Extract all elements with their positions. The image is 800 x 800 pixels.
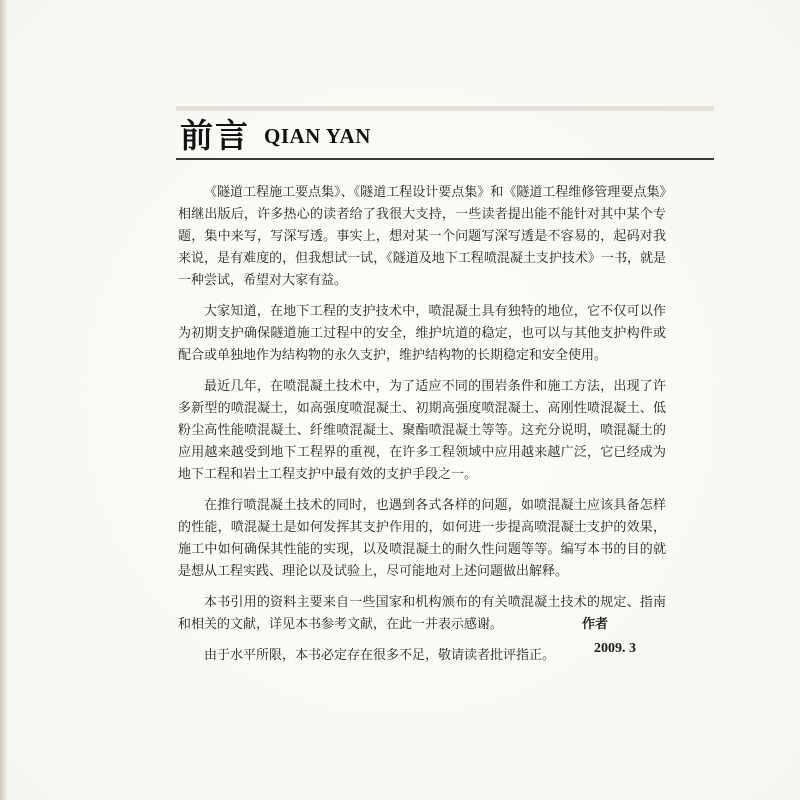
heading-title-cn: 前言 [180, 116, 250, 155]
paragraph: 大家知道，在地下工程的支护技术中，喷混凝土具有独特的地位，它不仅可以作为初期支护确保隧道施工过程中的安全，维护坑道的稳定，也可以与其他支护构件或配合或单独地作为结构物的永久支护，维护结构物的长期稳定和安全使用。 [178, 304, 666, 363]
paragraph: 由于水平所限，本书必定存在很多不足，敬请读者批评指正。 [204, 648, 556, 663]
paragraph: 《隧道工程施工要点集》、《隧道工程设计要点集》和《隧道工程维修管理要点集》相继出版后，许多热心的读者给了我很大支持，一些读者提出能不能针对其中某个专题，集中来写，写深写透。事实上，想对某一个问题写深写透是不容易的，起码对我来说，是有难度的，但我想试一试，《隧道及地下工程喷混凝土支护技术》一书，就是一种尝试，希望对大家有益。 [178, 185, 666, 288]
preface-body [178, 182, 666, 676]
signature-date: 2009. 3 [594, 641, 636, 656]
paragraph: 最近几年，在喷混凝土技术中，为了适应不同的围岩条件和施工方法，出现了许多新型的喷混凝土，如高强度喷混凝土、初期高强度喷混凝土、高刚性喷混凝土、低粉尘高性能喷混凝土、纤维喷混凝土、聚酯喷混凝土等等。这充分说明，喷混凝土的应用越来越受到地下工程界的重视，在许多工程领域中应用越来越广泛，它已经成为地下工程和岩土工程支护中最有效的支护手段之一。 [178, 379, 666, 482]
heading-rule [176, 158, 714, 160]
paragraph: 本书引用的资料主要来自一些国家和机构颁布的有关喷混凝土技术的规定、指南和相关的文献，详见本书参考文献，在此一并表示感谢。 [178, 595, 666, 632]
signature-author: 作者 [581, 617, 608, 632]
signature-block [496, 614, 636, 662]
preface-heading [180, 108, 371, 158]
paragraph: 在推行喷混凝土技术的同时，也遇到各式各样的问题，如喷混凝土应该具备怎样的性能，喷混凝土是如何发挥其支护作用的，如何进一步提高喷混凝土支护的效果，施工中如何确保其性能的实现，以及喷混凝土的耐久性问题等等。编写本书的目的就是想从工程实践、理论以及试验上，尽可能地对上述问题做出解释。 [178, 498, 666, 579]
page-binding-shadow [0, 0, 8, 800]
heading-title-en: QIAN YAN [264, 124, 371, 148]
